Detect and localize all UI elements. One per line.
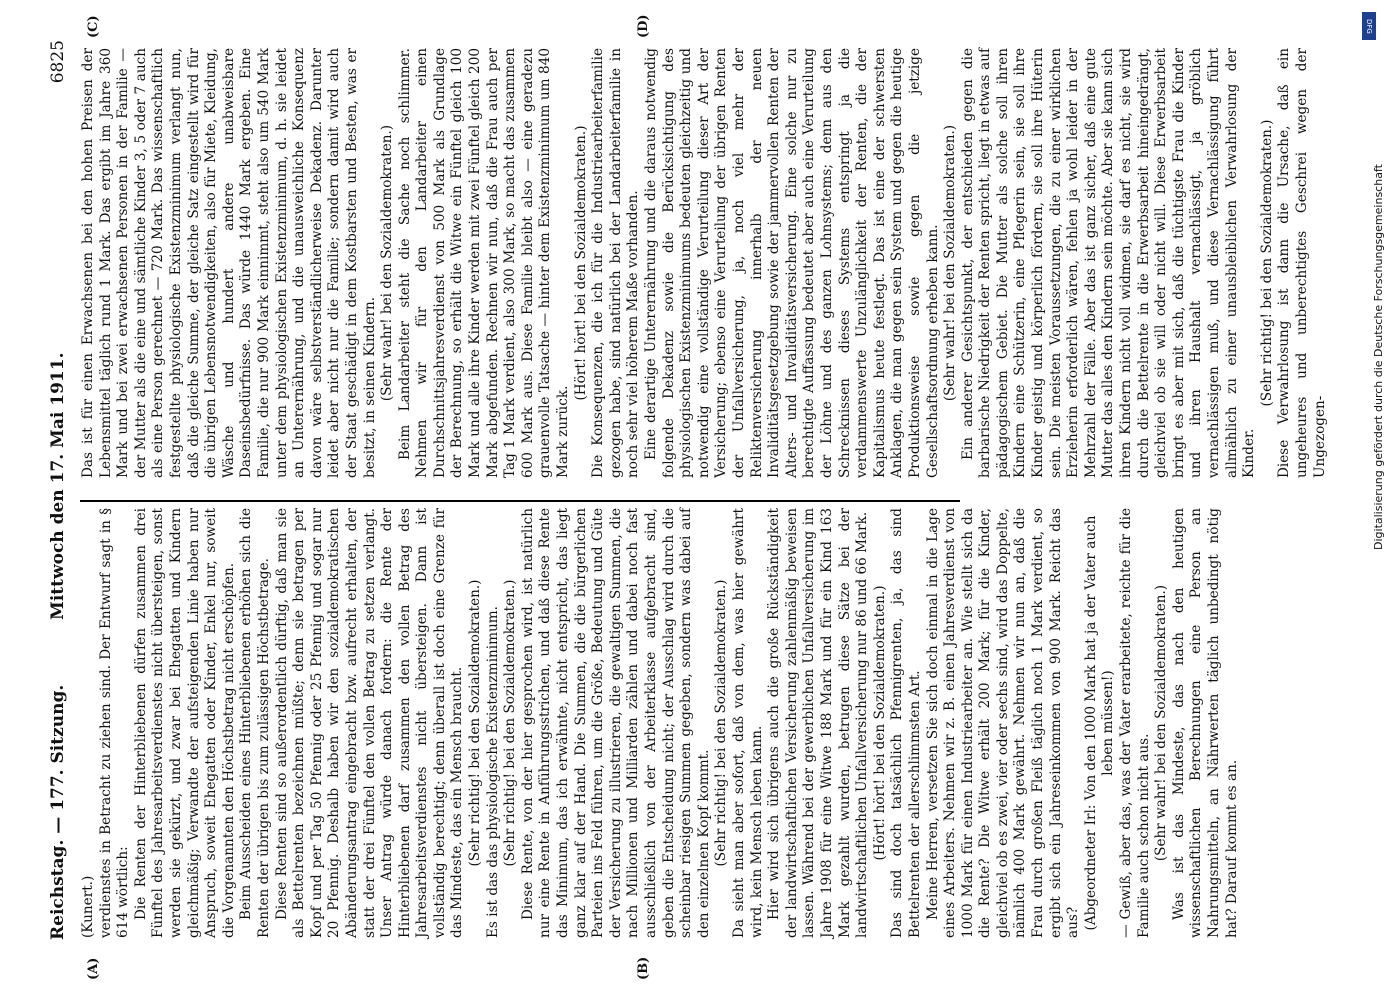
paragraph: Die Renten der Hinterbliebenen dürfen zusammen drei Fünftel des Jahresarbeitsverdienstes nicht übersteigen, sonst werden sie gekürzt, und zwar bei Ehegatten und Kindern gleichmäßig; Verwandte der aufsteigenden Linie haben nur Anspruch, soweit Ehegatten oder Kinder, Enkel nur, soweit die Vorgenannten den Höchstbetrag nicht erschöpfen. <box>132 508 237 938</box>
interjection: (Sehr richtig! bei den Sozialdemokraten.) <box>1258 119 1275 407</box>
paragraph: Beim Landarbeiter steht die Sache noch schlimmer. Nehmen wir für den Landarbeiter einen Durchschnittsjahresverdienst von 500 Mark als Grundlage der Berechnung, so erhält die Witwe ein Fünftel gleich 100 Mark und alle ihre Kinder werden mit zwei Fünftel gleich 200 Mark abgefunden. Rechnen wir nun, daß die Frau auch per Tag 1 Mark verdient, also 300 Mark, so macht das zusammen 600 Mark aus. Diese Familie bleibt also — eine geradezu grauenvolle Tatsache — hinter dem Existenzminimum um 840 Mark zurück. <box>396 48 572 478</box>
margin-marker-b: (B) <box>636 956 651 980</box>
header-date: Mittwoch den 17. Mai 1911. <box>48 352 68 620</box>
interjection: (Sehr richtig! bei den Sozialdemokraten.) <box>713 579 730 867</box>
header-left: Reichstag. — 177. Sitzung. <box>48 684 68 940</box>
speaker-name: (Kunert.) <box>80 875 96 938</box>
paragraph: Das sind doch tatsächlich Pfennigrenten, ja, das sind Bettelrenten der allerschlimmsten Art. <box>889 508 923 938</box>
credit-text: Digitalisierung gefördert durch die Deutsche Forschungsgemeinschaft <box>1372 164 1385 550</box>
text-column-left <box>80 508 1241 938</box>
paragraph: Meine Herren, versetzen Sie sich doch einmal in die Lage eines Arbeiters. Nehmen wir z. B. einen Jahresverdienst von 1000 Mark für einen Industriearbeiter an. Wie stellt sich da die Rente? Die Witwe erhält 200 Mark; für die Kinder, gleichviel ob es zwei, vier oder sechs sind, wird das Doppelte, nämlich 400 Mark gewährt. Nehmen wir nun an, daß die Frau durch großen Fleiß täglich noch 1 Mark verdient, so ergibt sich ein Jahreseinkommen von 900 Mark. Reicht das aus? <box>924 508 1082 938</box>
paragraph: Ein anderer Gesichtspunkt, der entschieden gegen die barbarische Niedrigkeit der Renten spricht, liegt in etwas auf pädagogischem Gebiet. Die Mutter als solche soll ihren Kindern eine Schützerin, eine Pflegerin sein, sie soll ihre Kinder geistig und körperlich fördern, sie soll ihre Hüterin sein. Die meisten Voraussetzungen, die zu einer wirklichen Erzieherin erforderlich wären, fehlen ja wohl leider in der Mehrzahl der Fälle. Aber das ist ganz sicher, daß eine gute Mutter das alles den Kindern sein möchte. Aber sie kann sich ihren Kindern nicht voll widmen, sie darf es nicht, sie wird durch die Bettelrente in die Erwerbsarbeit hineingedrängt, gleichviel ob sie will oder nicht will. Diese Erwerbsarbeit bringt es aber mit sich, daß die tüchtigste Frau die Kinder und ihren Haushalt vernachlässigt, ja gröblich vernachlässigen muß, und diese Vernachlässigung führt allmählich zu einer unausbleiblichen Verwahrlosung der Kinder. <box>959 48 1258 478</box>
paragraph: Was ist das Mindeste, das nach den heutigen wissenschaftlichen Berechnungen eine Person an Nahrungsmitteln, an Nährwerten täglich unbedingt nötig hat? Darauf kommt es an. <box>1170 508 1240 938</box>
margin-marker-d: (D) <box>636 14 651 38</box>
interjection: (Sehr richtig! bei den Sozialdemokraten.) <box>502 579 519 867</box>
margin-marker-a: (A) <box>86 957 101 980</box>
text-column-right <box>80 48 1329 478</box>
paragraph: — Gewiß, aber das, was der Vater erarbeitete, reichte für die Familie auch schon nicht aus. <box>1118 508 1152 938</box>
paragraph: Beim Ausscheiden eines Hinterbliebenen erhöhen sich die Renten der übrigen bis zum zulässigen Höchstbetrage. <box>238 508 272 938</box>
page-header <box>44 40 72 940</box>
dfg-logo: DFG <box>1362 12 1376 40</box>
paragraph: Diese Renten sind so außerordentlich dürftig, daß man sie als Bettelrenten bezeichnen müßte; denn sie betragen per Kopf und per Tag 50 Pfennig oder 25 Pfennig und sogar nur 20 Pfennig. Deshalb haben wir den sozialdemokratischen Abänderungsantrag eingebracht bzw. aufrecht erhalten, der statt der drei Fünftel den vollen Betrag zu setzen verlangt. Unser Antrag würde danach fordern: die Rente der Hinterbliebenen darf zusammen den vollen Betrag des Jahresarbeitsverdienstes nicht übersteigen. Dann ist vollständig berechtigt; denn überall ist doch eine Grenze für das Mindeste, das ein Mensch braucht. <box>273 508 466 938</box>
interjection: (Sehr wahr! bei den Sozialdemokraten.) <box>942 124 959 402</box>
paragraph: Es ist das das physiologische Existenzminimum. <box>484 605 501 938</box>
paragraph: verdienstes in Betracht zu ziehen sind. Der Entwurf sagt in § 614 wörtlich: <box>97 508 132 938</box>
column-divider <box>80 500 960 502</box>
paragraph: Diese Rente, von der hier gesprochen wird, ist natürlich nur eine Rente in Anführungsstrichen, und daß diese Rente das Minimum, das ich erwähnte, nicht entspricht, das liegt ganz klar auf der Hand. Die Summen, die die bürgerlichen Parteien ins Feld führen, um die Größe, Bedeutung und Güte der Versicherung zu illustrieren, die gewaltigen Summen, die nach Millionen und Milliarden zählen und dabei noch fast ausschließlich von der Arbeiterklasse aufgebracht sind, geben die Entscheidung nicht; der Ausschlag wird durch die scheinbar riesigen Summen gegeben, sondern was dabei auf den einzelnen Kopf kommt. <box>519 508 712 938</box>
interjection: (Sehr richtig! bei den Sozialdemokraten.) <box>467 579 484 867</box>
digitization-credit <box>1358 10 1385 910</box>
interjection: (Hört! hört! bei den Sozialdemokraten.) <box>572 125 589 401</box>
page-number: 6825 <box>48 40 68 84</box>
interjection: (Abgeordneter Irl: Von den 1000 Mark hat ja der Vater auch leben müssen!) <box>1082 515 1117 931</box>
paragraph: Eine derartige Unterernährung und die daraus notwendig folgende Dekadenz sowie die Berücksichtigung des physiologischen Existenzminimums bedeuten gleichzeitig und notwendig eine vollständige Verurteilung dieser Art der Versicherung; ebenso eine Verurteilung der übrigen Renten der Unfallversicherung, ja, noch viel mehr der Reliktenversicherung innerhalb der neuen Invaliditätsgesetzgebung sowie der jammervollen Renten der Alters- und Invaliditätsversicherung. Eine solche nur zu berechtigte Auffassung bedeutet aber auch eine Verurteilung der Löhne und des ganzen Lohnsystems; denn aus den Schrecknissen dieses Systems entspringt ja die verdammenswerte Unzulänglichkeit der Renten, die der Kapitalismus heute festlegt. Das ist eine der schwersten Anklagen, die man gegen sein System und gegen die heutige Produktionsweise sowie gegen die jetzige Gesellschaftsordnung erheben kann. <box>643 48 941 478</box>
margin-marker-c: (C) <box>86 15 101 38</box>
interjection: (Sehr wahr! bei den Sozialdemokraten.) <box>1153 584 1170 862</box>
paragraph: Das ist für einen Erwachsenen bei den hohen Preisen der Lebensmittel täglich rund 1 Mark. Das ergibt im Jahre 360 Mark und bei zwei erwachsenen Personen in der Familie — der Mutter als die eine und sämtliche Kinder 3, 5 oder 7 auch als eine Person gerechnet — 720 Mark. Das wissenschaftlich festgestellte physiologische Existenzminimum verlangt nun, daß die gleiche Summe, der gleiche Satz eingestellt wird für die übrigen Lebensnotwendigkeiten, also für Miete, Kleidung, Wäsche und hundert andere unabweisbare Daseinsbedürfnisse. Das würde 1440 Mark ergeben. Eine Familie, die nur 900 Mark einnimmt, steht also um 540 Mark unter dem physiologischen Existenzminimum, d. h. sie leidet an Unterernährung, und die unausweichliche Konsequenz davon wäre selbstverständlicherweise Dekadenz. Darunter leidet aber nicht nur die Familie; sondern damit wird auch der Staat geschädigt in dem Kostbarsten und Besten, was er besitzt, in seinen Kindern. <box>80 48 378 478</box>
interjection: (Hört! hört! bei den Sozialdemokraten.) <box>871 585 888 861</box>
paragraph: Hier wird sich übrigens auch die große Rückständigkeit der landwirtschaftlichen Versicherung zahlenmäßig beweisen lassen. Während bei der gewerblichen Unfallversicherung im Jahre 1908 für eine Witwe 188 Mark und für ein Kind 163 Mark gezahlt wurden, betrugen diese Sätze bei der landwirtschaftlichen Unfallversicherung nur 86 und 66 Mark. <box>766 508 871 938</box>
paragraph: Diese Verwahrlosung ist dann die Ursache, daß ein ungeheures und unberechtigtes Geschrei wegen der Ungezogen- <box>1276 48 1328 478</box>
paragraph: Da sieht man aber sofort, daß von dem, was hier gewährt wird, kein Mensch leben kann. <box>730 508 765 938</box>
paragraph: Die Konsequenzen, die ich für die Industriearbeiterfamilie gezogen habe, sind natürlich bei der Landarbeiterfamilie in noch sehr viel höherem Maße vorhanden. <box>590 48 642 478</box>
interjection: (Sehr wahr! bei den Sozialdemokraten.) <box>379 124 396 402</box>
